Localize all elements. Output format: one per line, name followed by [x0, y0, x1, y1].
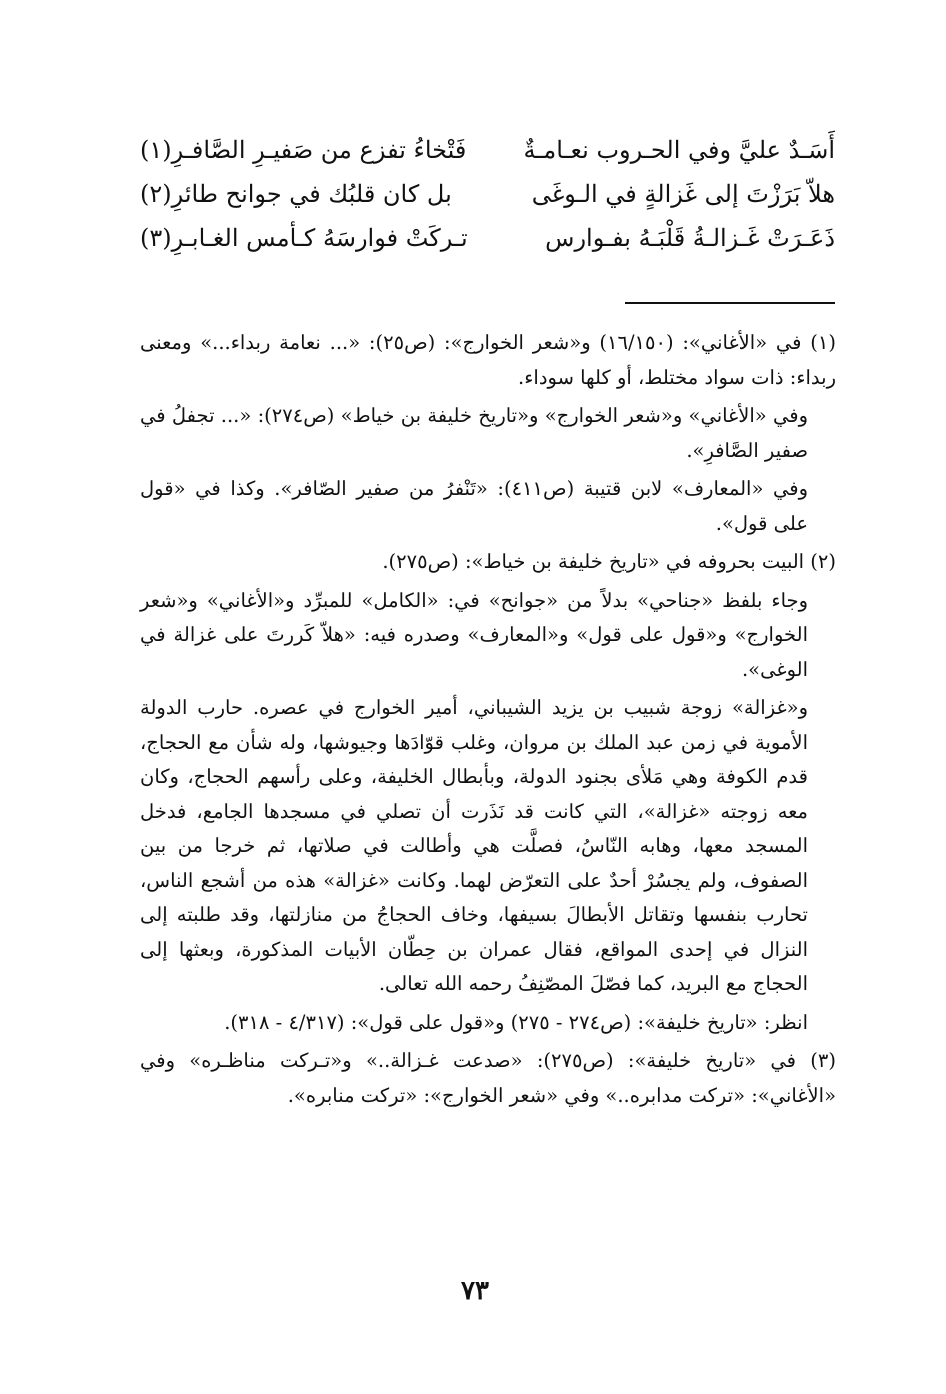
footnote-2-continuation: وجاء بلفظ «جناحي» بدلاً من «جوانح» في: «الكامل» للمبرِّد و«الأغاني» و«شعر الخوارج» و«قول على قول» و«المعارف» وصدره فيه: «هلاّ كَررتَ على غزالة في الوغى».	[140, 588, 808, 681]
footnote-2: (٢) البيت بحروفه في «تاريخ خليفة بن خياط»: (ص٢٧٥).	[382, 550, 836, 573]
footnote-2-continuation: انظر: «تاريخ خليفة»: (ص٢٧٤ - ٢٧٥) و«قول على قول»: (٤/٣١٧ - ٣١٨).	[224, 1010, 808, 1034]
verse-first-hemistich: ذَعَـرَتْ غَـزالـةُ قَلْبَـهُ بفـوارس	[545, 224, 835, 252]
footnote-3: (٣) في «تاريخ خليفة»: (ص٢٧٥): «صدعت غـزالة..» و«تـركت مناظـره» وفي «الأغاني»: «تركت مدابره..» وفي «شعر الخوارج»: «تركت منابره».	[140, 1049, 836, 1107]
verse-line	[140, 128, 835, 172]
footnote-1-continuation: وفي «الأغاني» و«شعر الخوارج» و«تاريخ خليفة بن خياط» (ص٢٧٤): «... تجفلُ في صفير الصَّافرِ».	[140, 404, 808, 462]
verse-second-hemistich: بل كان قلبُك في جوانح طائرِ(٢)	[140, 180, 452, 208]
verse-second-hemistich: فَتْخاءُ تفزع من صَفيـرِ الصَّافـرِ(١)	[140, 136, 467, 164]
footnote-separator	[625, 302, 835, 304]
page-number: ٧٣	[461, 1276, 489, 1306]
verse-second-hemistich: تـركَتْ فوارسَهُ كـأمس الغـابـرِ(٣)	[140, 224, 468, 252]
footnote-2-continuation: و«غزالة» زوجة شبيب بن يزيد الشيباني، أمير الخوارج في عصره. حارب الدولة الأموية في زمن عبد الملك بن مروان، وغلب قوّادَها وجيوشها، وله شأن مع الحجاج، قدم الكوفة وهي مَلأى بجنود الدولة، وبأبطال الخليفة، وعلى رأسهم الحجاج، وكان معه زوجته «غزالة»، التي كانت قد نَذَرت أن تصلي في مسجدها الجامع، فدخل المسجد معها، وهابه النّاسُ، فصلَّت هي وأطالت في صلاتها، ثم خرجا من بين الصفوف، ولم يجسُرْ أحدٌ على التعرّض لهما. وكانت «غزالة» هذه من أشجع الناس، تحارب بنفسها وتقاتل الأبطالَ بسيفها، وخاف الحجاجُ من منازلتها، وقد طلبته إلى النزال في إحدى المواقع، فقال عمران بن حِطّان الأبيات المذكورة، وبعثها إلى الحجاج مع البريد، كما فصّلَ المصّنِفُ رحمه الله تعالى.	[140, 696, 808, 995]
verse-line	[140, 172, 835, 216]
verse-first-hemistich: هلاّ بَرَزْتَ إلى غَزالةٍ في الـوغَى	[531, 180, 835, 208]
verse-first-hemistich: أَسَـدٌ عليَّ وفي الحـروب نعـامـةٌ	[523, 136, 835, 164]
poem-verses	[140, 128, 835, 260]
footnote-1-continuation: وفي «المعارف» لابن قتيبة (ص٤١١): «تَنْفرُ من صفير الصّافر». وكذا في «قول على قول».	[140, 477, 808, 535]
verse-line	[140, 216, 835, 260]
footnotes	[140, 326, 836, 1117]
footnote-1: (١) في «الأغاني»: (١٦/١٥٠) و«شعر الخوارج»: (ص٢٥): «... نعامة ربداء...» ومعنى ربداء: ذات سواد مختلط، أو كلها سوداء.	[140, 331, 836, 389]
